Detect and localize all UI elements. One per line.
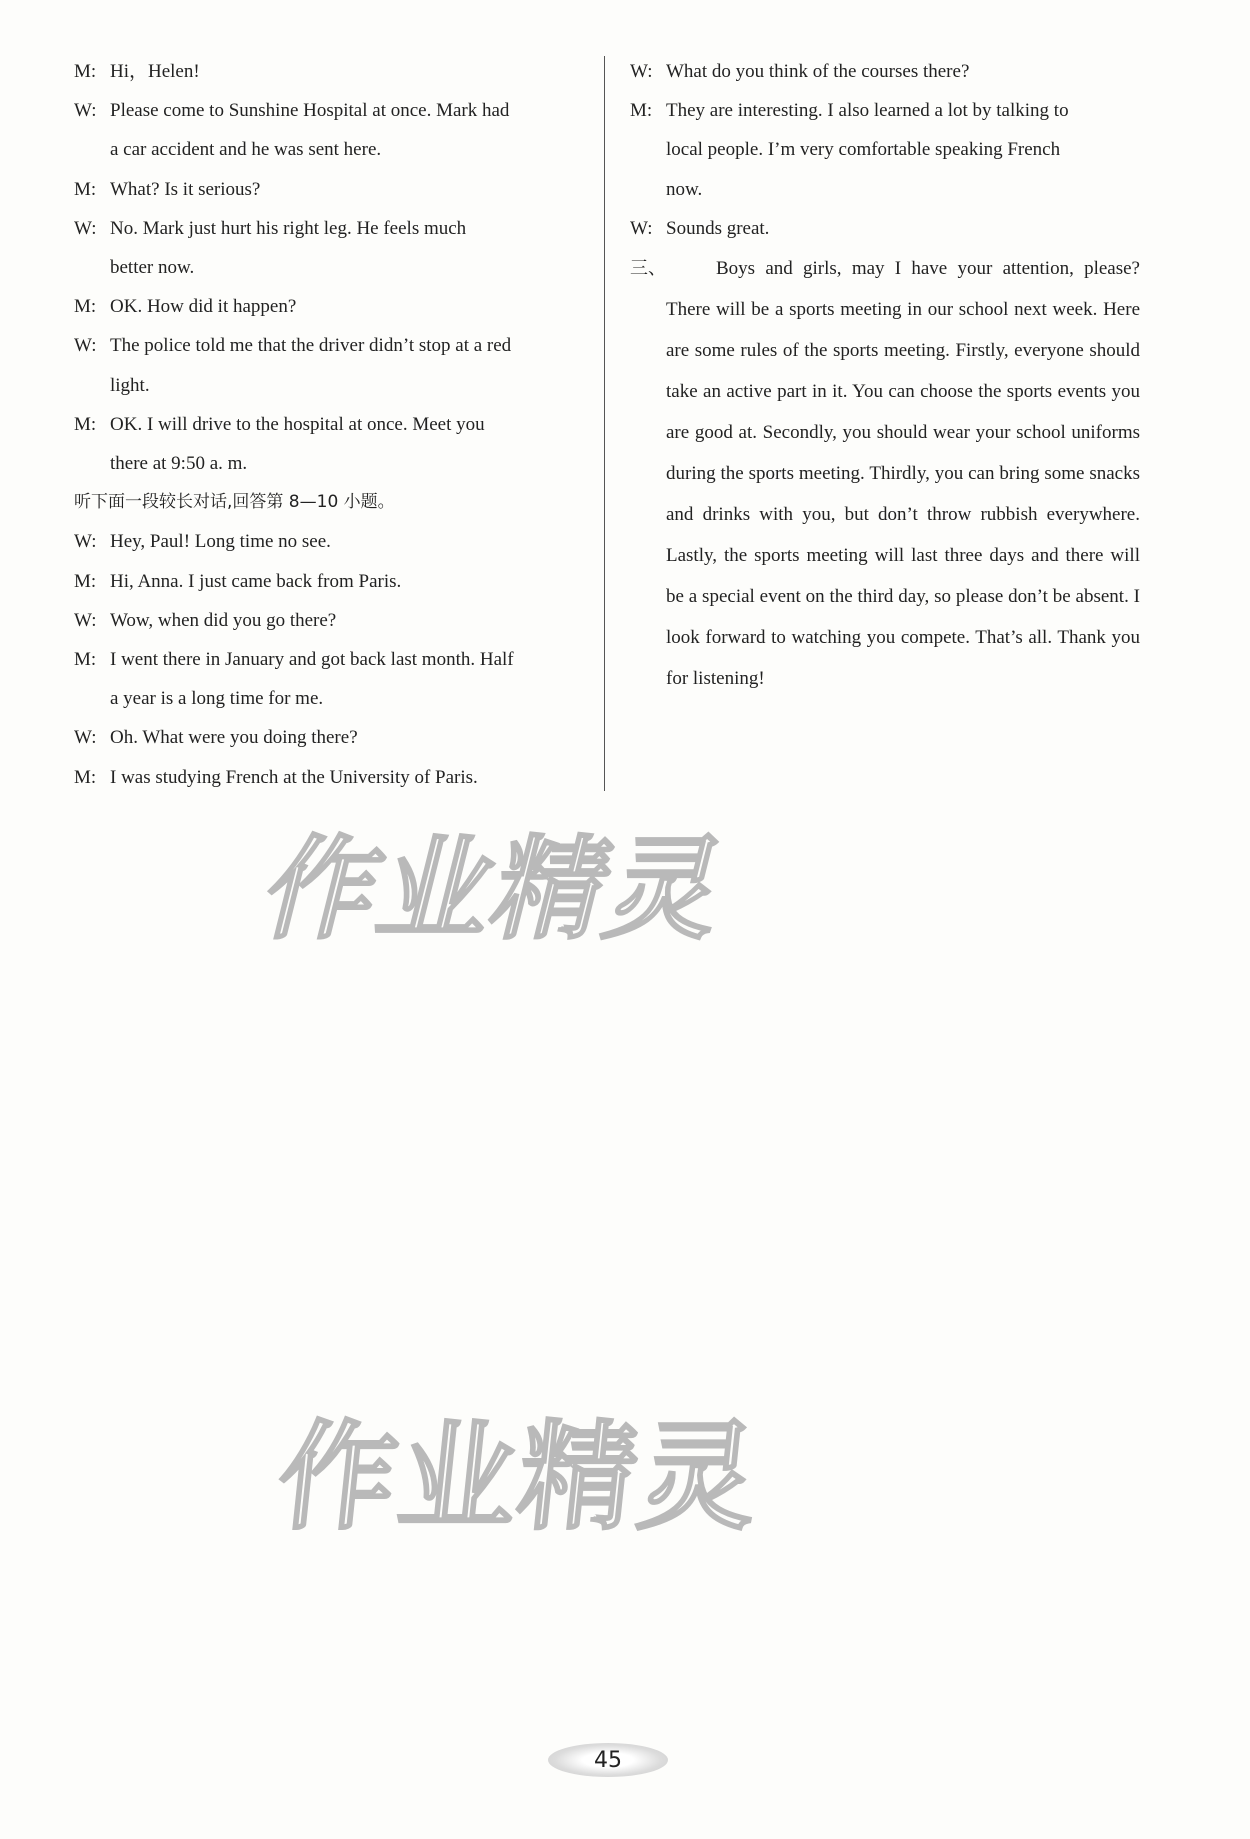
dialogue-text: a year is a long time for me. [110,688,324,710]
dialogue-line [74,601,582,640]
dialogue-line [74,326,582,365]
dialogue-text: Hi，Helen! [110,61,200,82]
dialogue-text: better now. [110,257,195,279]
dialogue-text: Oh. What were you doing there? [110,727,358,749]
dialogue-text: Sounds great. [666,217,770,239]
speaker-label: W: [74,531,97,553]
speaker-label: W: [74,727,97,749]
speaker-label: M: [74,178,97,200]
dialogue-text: there at 9:50 a. m. [110,453,248,475]
dialogue-text: I went there in January and got back last month. Half [110,649,514,671]
watermark-logo: 作业精灵 [251,825,740,955]
dialogue-line [74,248,582,287]
dialogue-line [630,170,1140,209]
speaker-label: M: [630,100,653,122]
dialogue-text: Wow, when did you go there? [110,609,337,631]
speaker-label: W: [74,100,97,122]
dialogue-line [74,287,582,326]
dialogue-text: They are interesting. I also learned a lot by talking to [666,100,1069,122]
dialogue-text: I was studying French at the University of Paris. [110,766,478,788]
speaker-label: M: [74,649,97,671]
dialogue-line [74,718,582,757]
section-three-passage [630,248,1140,699]
dialogue-line [74,170,582,209]
dialogue-line [630,209,1140,248]
dialogue-line [74,209,582,248]
section-three-text: Boys and girls, may I have your attention, please? There will be a sports meeting in our school next week. Here are some rules of the sports meeting. Firstly, everyone should take an active part in it. You can choose the sports events you are good at. Secondly, you should wear your school uniforms during the sports meeting. Thirdly, you can bring some snacks and drinks with you, but don’t throw rubbish everywhere. Lastly, the sports meeting will last three days and there will be a special event on the third day, so please don’t be absent. I look forward to watching you compete. That’s all. Thank you for listening! [666,258,1140,690]
speaker-label: W: [74,335,97,357]
speaker-label: W: [630,217,653,239]
dialogue-line [74,679,582,718]
page-number: 45 [594,1747,622,1773]
dialogue-line [74,130,582,169]
watermark-logo: 作业精灵 [271,1408,767,1546]
dialogue-line [74,444,582,483]
dialogue-text: What do you think of the courses there? [666,61,970,82]
section-instruction: 听下面一段较长对话,回答第 8—10 小题。 [74,492,395,513]
speaker-label: M: [74,766,97,788]
dialogue-text: OK. How did it happen? [110,296,297,318]
right-dialogue [630,52,1140,248]
dialogue-line [630,91,1140,130]
dialogue-line [74,52,582,91]
dialogue-text: now. [666,178,703,200]
dialogue-line [630,130,1140,169]
dialogue-line [74,562,582,601]
dialogue-text: a car accident and he was sent here. [110,139,382,161]
dialogue-text: light. [110,374,150,396]
dialogue-line [630,52,1140,91]
dialogue-text: What? Is it serious? [110,178,261,200]
dialogue-text: OK. I will drive to the hospital at once. Meet you [110,413,485,435]
dialogue-text: Please come to Sunshine Hospital at once. Mark had [110,100,510,122]
speaker-label: M: [74,413,97,435]
section-three-marker: 三、 [630,258,666,280]
speaker-label: W: [74,217,97,239]
speaker-label: M: [74,61,97,82]
dialogue-line [74,522,582,561]
dialogue-text: The police told me that the driver didn’t stop at a red [110,335,512,357]
dialogue-text: Hey, Paul! Long time no see. [110,531,331,553]
dialogue-line [74,405,582,444]
dialogue-line [74,366,582,405]
dialogue-line [74,758,582,797]
speaker-label: W: [74,609,97,631]
right-column [630,52,1140,699]
speaker-label: W: [630,61,653,82]
speaker-label: M: [74,296,97,318]
dialogue-line [74,91,582,130]
column-divider [604,56,605,791]
page-number-badge [548,1743,668,1777]
speaker-label: M: [74,570,97,592]
dialogue-text: No. Mark just hurt his right leg. He feels much [110,217,467,239]
left-column [74,52,582,797]
dialogue-line [74,640,582,679]
dialogue-text: Hi, Anna. I just came back from Paris. [110,570,402,592]
dialogue-text: local people. I’m very comfortable speaking French [666,139,1061,161]
